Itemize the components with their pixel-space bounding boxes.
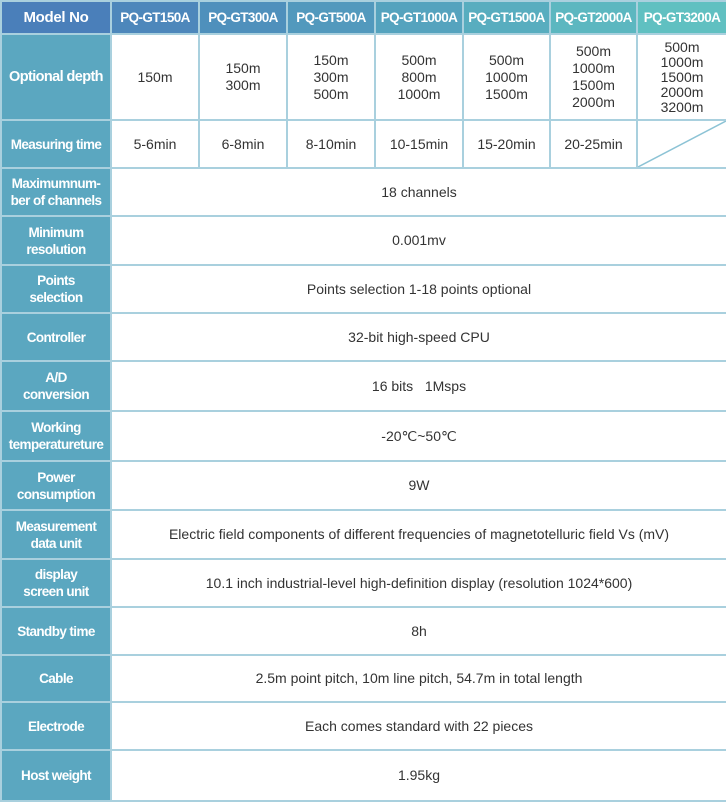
depth-value: 500m — [575, 43, 612, 59]
label-line: Power — [37, 469, 75, 485]
row-max-channels — [1, 168, 726, 216]
row-value: 9W — [111, 461, 726, 510]
header-model: PQ-GT2000A — [550, 1, 637, 34]
depth-value: 2000m — [660, 83, 704, 100]
depth-cell — [287, 34, 375, 120]
row-label — [1, 510, 111, 559]
depth-value: 500m — [401, 51, 437, 68]
label-line: consumption — [16, 486, 96, 502]
depth-value: 1000m — [660, 53, 704, 70]
row-value: 1.95kg — [111, 750, 726, 801]
row-value: 18 channels — [111, 168, 726, 216]
time-value: 5-6min — [111, 120, 199, 168]
label-line: data unit — [30, 535, 82, 551]
row-label — [1, 559, 111, 607]
depth-value: 500m — [664, 38, 700, 55]
label-line: screen unit — [23, 584, 89, 599]
row-host-weight — [1, 750, 726, 801]
row-ad-conversion — [1, 361, 726, 411]
label-line: Maximumnum- — [11, 176, 101, 191]
row-value: Electric field components of different frequencies of magnetotelluric field Vs (mV) — [111, 510, 726, 559]
row-value: 10.1 inch industrial-level high-definition display (resolution 1024*600) — [111, 559, 726, 607]
row-label — [1, 461, 111, 510]
row-points-selection — [1, 265, 726, 313]
depth-value: 1000m — [397, 85, 441, 102]
depth-cell — [463, 34, 550, 120]
row-cable — [1, 655, 726, 702]
label-line: ber of channels — [10, 193, 102, 208]
depth-value: 150m — [225, 60, 261, 76]
time-value: 6-8min — [199, 120, 287, 168]
time-value: 15-20min — [463, 120, 550, 168]
row-value: 16 bits 1Msps — [111, 361, 726, 411]
row-label: Standby time — [1, 607, 111, 655]
row-measurement-unit — [1, 510, 726, 559]
depth-value: 800m — [401, 68, 437, 85]
row-working-temp — [1, 411, 726, 461]
row-optional-depth — [1, 34, 726, 120]
depth-value: 1500m — [485, 85, 528, 102]
row-label — [1, 361, 111, 411]
header-model: PQ-GT1500A — [463, 1, 550, 34]
row-controller — [1, 313, 726, 361]
row-min-resolution — [1, 216, 726, 265]
label-line: temperatureture — [8, 437, 104, 452]
time-value: 20-25min — [550, 120, 637, 168]
time-value: 8-10min — [287, 120, 375, 168]
depth-value: 1000m — [572, 60, 615, 76]
depth-cell — [637, 34, 726, 120]
label-line: Minimum — [28, 224, 84, 240]
depth-cell — [111, 34, 199, 120]
depth-cell — [550, 34, 637, 120]
time-value: 10-15min — [375, 120, 463, 168]
depth-value: 150m — [137, 68, 173, 85]
row-value: Each comes standard with 22 pieces — [111, 702, 726, 750]
depth-cell — [199, 34, 287, 120]
row-display-unit — [1, 559, 726, 607]
row-label: Controller — [1, 313, 111, 361]
depth-value: 300m — [313, 68, 349, 85]
header-model: PQ-GT150A — [111, 1, 199, 34]
depth-value: 1000m — [485, 68, 528, 85]
row-value: 32-bit high-speed CPU — [111, 313, 726, 361]
row-value: 8h — [111, 607, 726, 655]
row-label: Electrode — [1, 702, 111, 750]
row-label: Host weight — [1, 750, 111, 801]
row-label: Measuring time — [1, 120, 111, 168]
depth-value: 1500m — [572, 77, 615, 93]
depth-value: 3200m — [660, 98, 704, 115]
row-label: Optional depth — [1, 34, 111, 120]
depth-value: 300m — [225, 77, 261, 93]
header-row — [1, 1, 726, 34]
depth-value: 150m — [313, 51, 349, 68]
row-power — [1, 461, 726, 510]
row-label: Cable — [1, 655, 111, 702]
label-line: Working — [31, 420, 81, 435]
label-line: Measurement — [15, 518, 97, 534]
row-value: 0.001mv — [111, 216, 726, 265]
header-model: PQ-GT300A — [199, 1, 287, 34]
row-label — [1, 216, 111, 265]
label-line: resolution — [26, 241, 86, 257]
label-line: conversion — [22, 387, 90, 402]
depth-value: 2000m — [572, 94, 615, 110]
label-line: A/D — [45, 370, 67, 385]
row-label — [1, 168, 111, 216]
label-line: display — [34, 567, 78, 582]
depth-value: 1500m — [660, 68, 704, 85]
header-model-no: Model No — [1, 1, 111, 34]
depth-value: 500m — [313, 85, 349, 102]
row-value: Points selection 1-18 points optional — [111, 265, 726, 313]
depth-value: 500m — [488, 51, 525, 68]
empty-diagonal-cell — [637, 120, 726, 168]
row-electrode — [1, 702, 726, 750]
header-model: PQ-GT1000A — [375, 1, 463, 34]
row-label — [1, 411, 111, 461]
row-measuring-time — [1, 120, 726, 168]
header-model: PQ-GT500A — [287, 1, 375, 34]
row-value: 2.5m point pitch, 10m line pitch, 54.7m in total length — [111, 655, 726, 702]
label-line: Points — [37, 273, 75, 288]
header-model: PQ-GT3200A — [637, 1, 726, 34]
label-line: selection — [29, 290, 83, 305]
row-label — [1, 265, 111, 313]
row-value: -20℃~50℃ — [111, 411, 726, 461]
row-standby — [1, 607, 726, 655]
depth-cell — [375, 34, 463, 120]
